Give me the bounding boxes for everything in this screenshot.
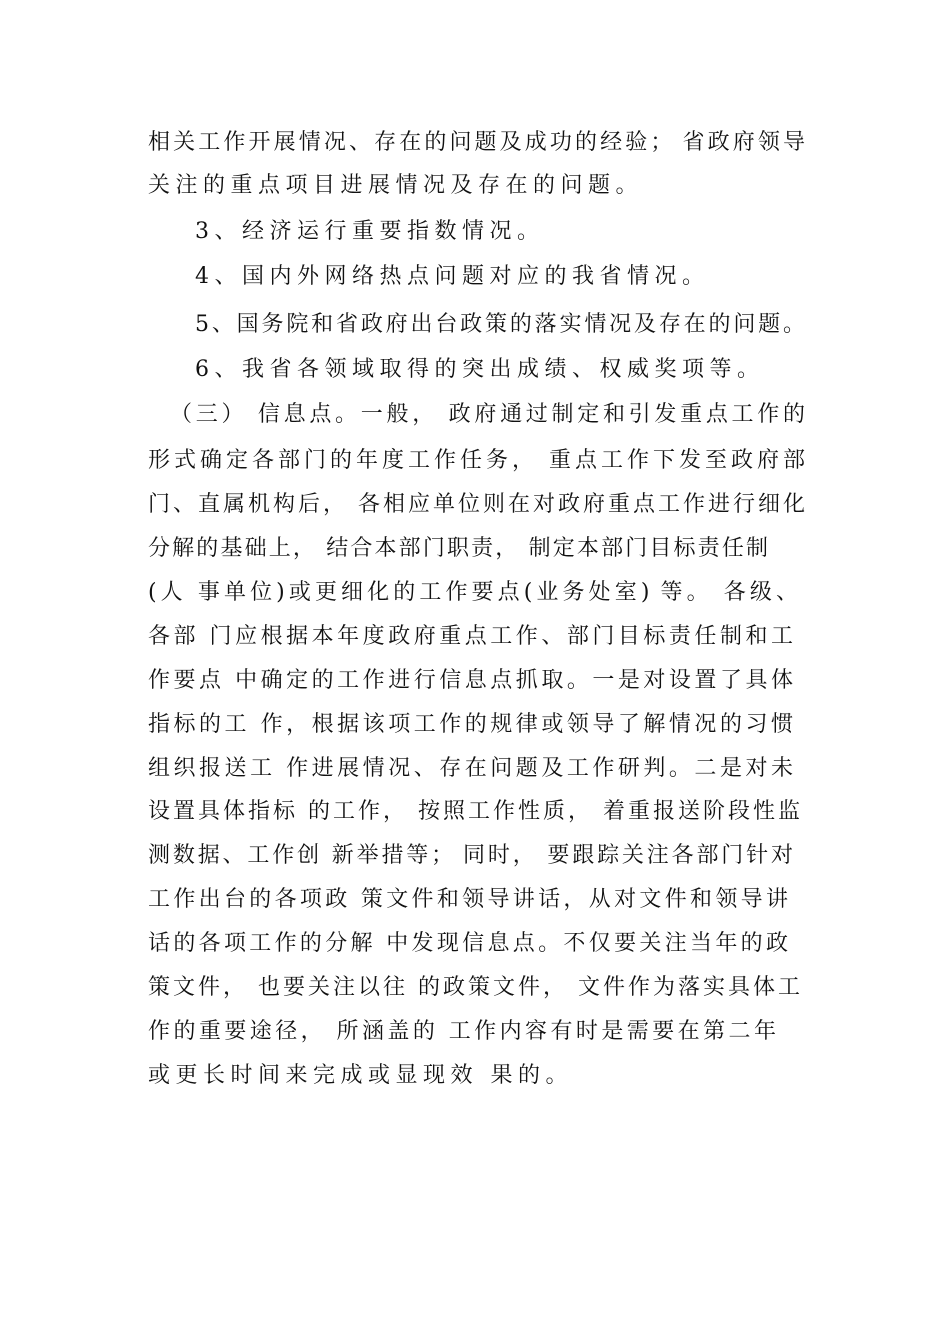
body-text-line: 门、直属机构后， 各相应单位则在对政府重点工作进行细化 [148, 492, 805, 517]
body-text-line: 设置具体指标 的工作， 按照工作性质， 着重报送阶段性监 [148, 799, 800, 824]
body-text-line: 形式确定各部门的年度工作任务， 重点工作下发至政府部 [148, 448, 805, 473]
list-item-5: 5、国务院和省政府出台政策的落实情况及存在的问题。 [195, 312, 805, 337]
body-text-line: 作要点 中确定的工作进行信息点抓取。一是对设置了具体 [148, 668, 793, 693]
body-text-line: 测数据、工作创 新举措等； 同时， 要跟踪关注各部门针对 [148, 843, 793, 868]
section-heading-line: （三） 信息点。一般， 政府通过制定和引发重点工作的 [170, 402, 805, 427]
body-text-line: 相关工作开展情况、存在的问题及成功的经验； 省政府领导 [148, 130, 805, 155]
body-text-line: 策文件， 也要关注以往 的政策文件， 文件作为落实具体工 [148, 975, 800, 1000]
list-item-4: 4、国内外网络热点问题对应的我省情况。 [195, 264, 710, 289]
body-text-line: 组织报送工 作进展情况、存在问题及工作研判。二是对未 [148, 756, 793, 781]
body-text-line: (人 事单位)或更细化的工作要点(业务处室) 等。 各级、 [148, 580, 798, 605]
list-item-6: 6、我省各领域取得的突出成绩、权威奖项等。 [195, 357, 765, 382]
body-text-line: 作的重要途径， 所涵盖的 工作内容有时是需要在第二年 [148, 1019, 776, 1044]
body-text-line: 各部 门应根据本年度政府重点工作、部门目标责任制和工 [148, 624, 793, 649]
body-text-line: 话的各项工作的分解 中发现信息点。不仅要关注当年的政 [148, 931, 788, 956]
list-item-3: 3、经济运行重要指数情况。 [195, 219, 545, 244]
body-text-line: 分解的基础上， 结合本部门职责， 制定本部门目标责任制 [148, 536, 768, 561]
body-text-line: 指标的工 作，根据该项工作的规律或领导了解情况的习惯 [148, 712, 793, 737]
body-text-line: 关注的重点项目进展情况及存在的问题。 [148, 173, 644, 198]
body-text-line: 工作出台的各项政 策文件和领导讲话，从对文件和领导讲 [148, 887, 788, 912]
body-text-line: 或更长时间来完成或显现效 果的。 [148, 1063, 573, 1088]
